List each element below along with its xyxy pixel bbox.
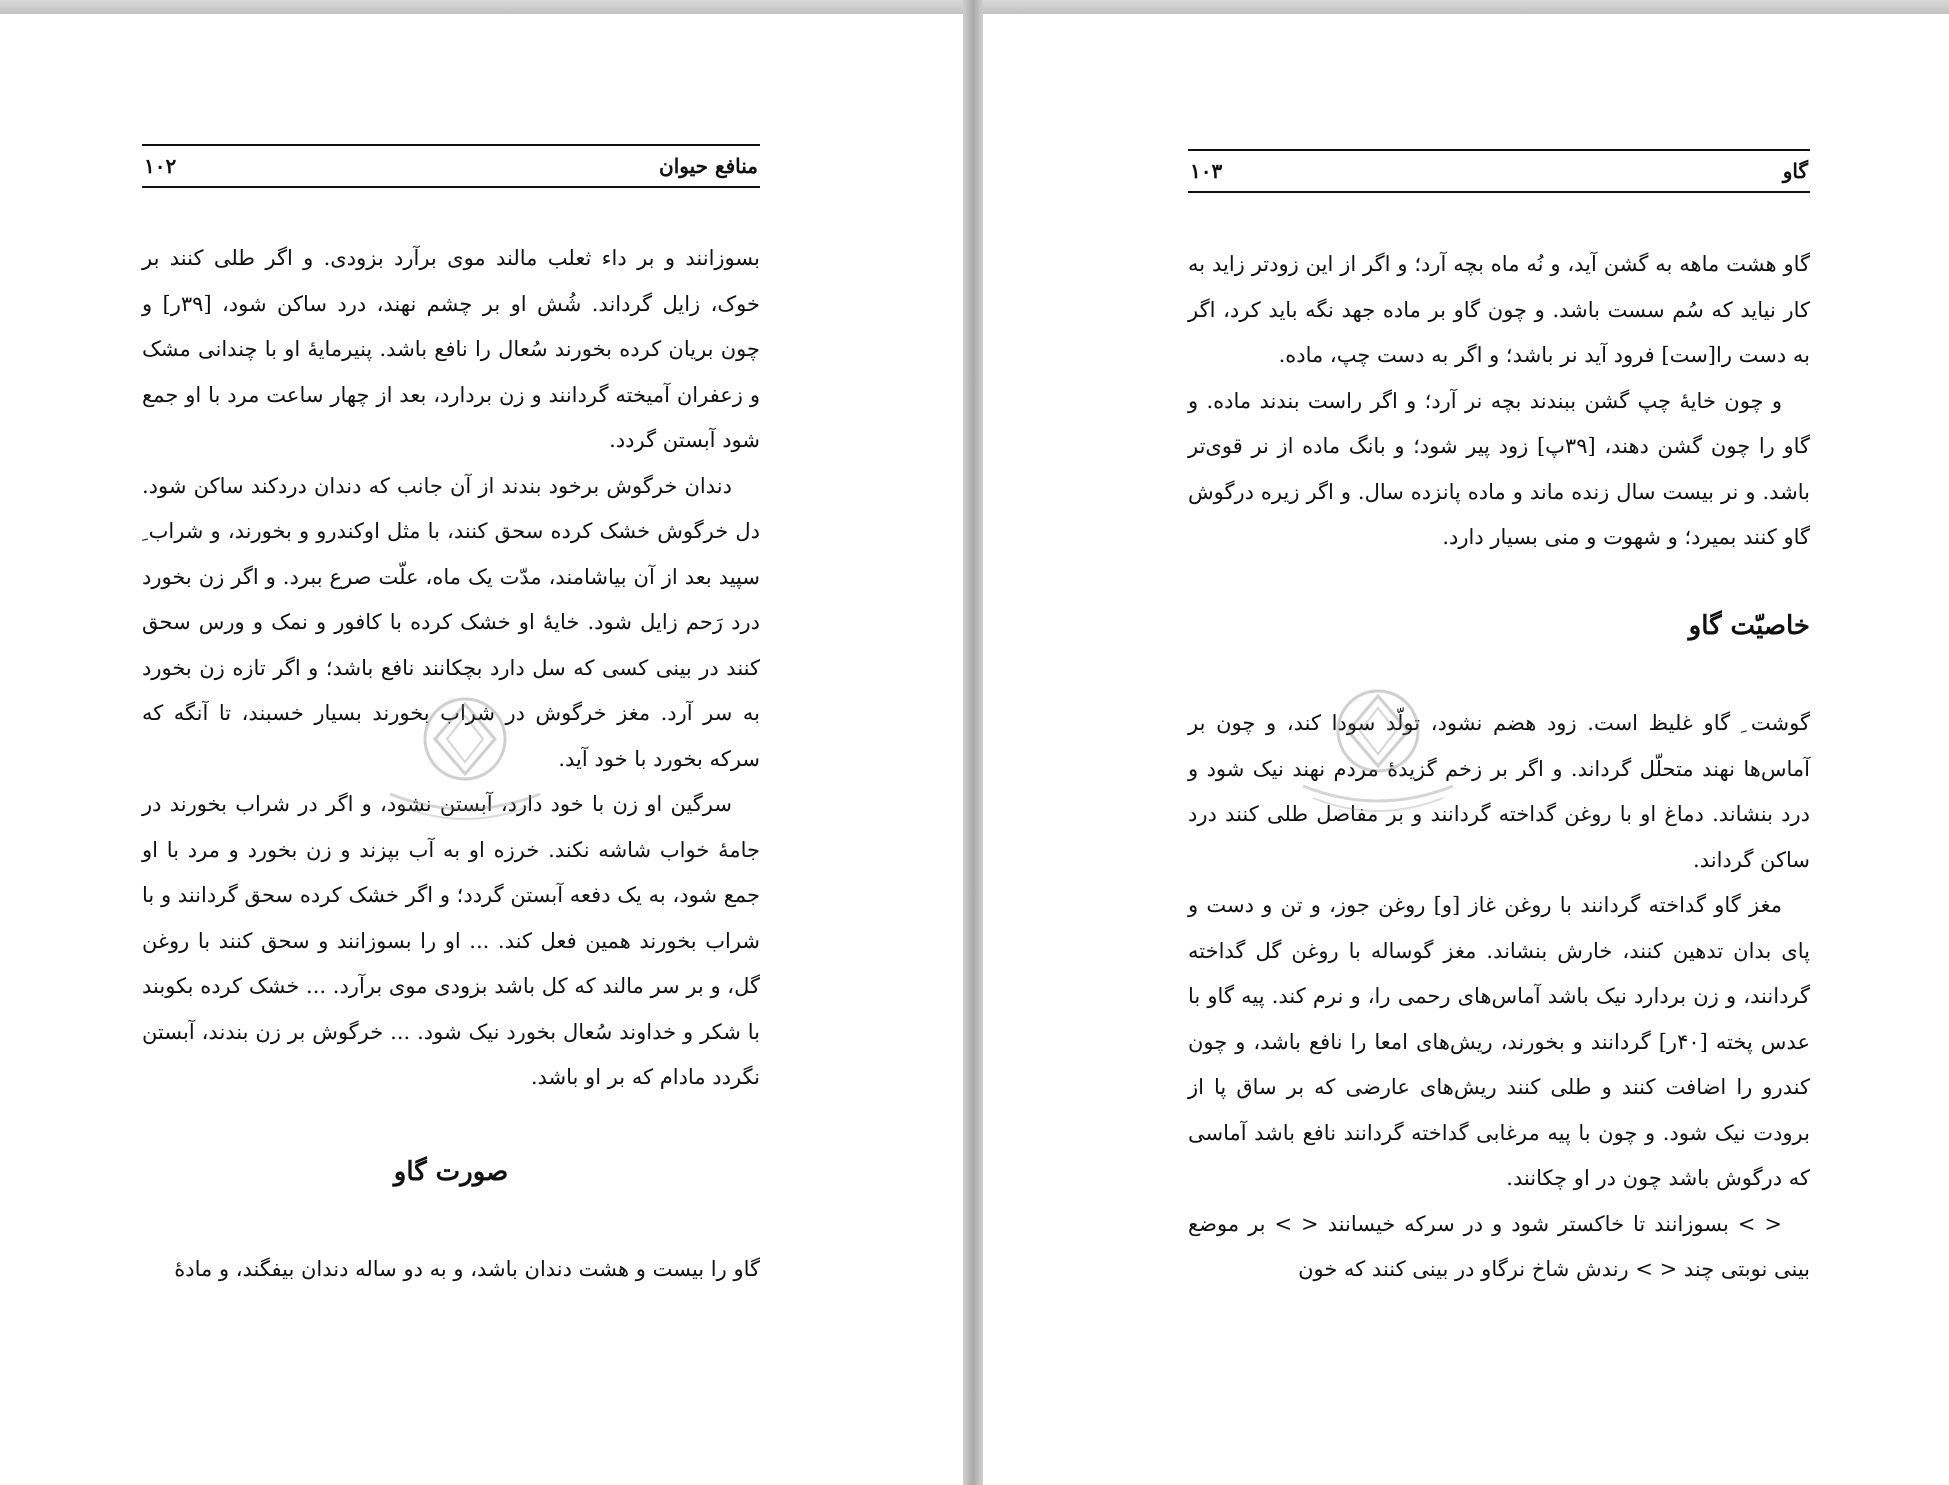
page-header: [142, 144, 760, 188]
paragraph: گاو را بیست و هشت دندان باشد، و به دو ساله دندان بیفگند، و مادهٔ: [174, 1257, 760, 1281]
page-header: [1188, 149, 1810, 193]
library-seal-watermark-icon: [1293, 676, 1463, 816]
paragraph: سرگین او زن با خود دارد، آبستن نشود، و اگر در شراب بخورند در جامهٔ خواب شاشه نکند. خرزه او به آب بپزند و زن بخورد و مرد با او جمع شود، به یک دفعه آبستن گردد؛ و اگر خشک کرده سحق گردانند و با شراب بخورند همین فعل کند. ... او را بسوزانند و سحق کنند با روغن گل، و بر سر مالند که کل باشد بزودی موی برآرد. ... خشک کرده بکوبند با شکر و خداوند سُعال بخورد نیک شود. ... خرگوش بر زن بندند، آبستن نگردد مادام که بر او باشد.: [142, 792, 760, 1089]
section-body-text: [142, 1247, 760, 1293]
page-102: [0, 14, 963, 1485]
book-spine-gutter: [963, 0, 983, 1485]
body-text: [1188, 242, 1810, 561]
body-text: [142, 236, 760, 1101]
paragraph: مغز گاو گداخته گردانند با روغن غاز [و] روغن جوز، و تن و دست و پای بدان تدهین کنند، خارش بنشاند. مغز گوساله با روغن گل گداخته گردانند، و زن بردارد نیک باشد آماس‌های رحمی را، و نرم کند. پیه گاو با عدس پخته [۴۰ر] گردانند و بخورند، ریش‌های امعا را نافع باشد، و چون کندرو را اضافت کنند و طلی کنند ریش‌های عارضی که بر ساق پا از برودت نیک شود. و چون با پیه مرغابی گداخته گردانند نافع باشد آماسی که درگوش باشد چون در او چکانند.: [1188, 893, 1810, 1190]
page-number: ۱۰۳: [1190, 159, 1223, 183]
section-title: صورت گاو: [393, 1157, 509, 1187]
paragraph: < > بسوزانند تا خاکستر شود و در سرکه خیسانند < > بر موضع بینی نوبتی چند < > رندش شاخ نرگاو در بینی کنند که خون: [1188, 1211, 1810, 1281]
running-title: منافع حیوان: [659, 154, 758, 178]
section-title: خاصیّت گاو: [1688, 611, 1810, 641]
paragraph: بسوزانند و بر داء ثعلب مالند موی برآرد بزودی. و اگر طلی کنند بر خوک، زایل گرداند. شُش او بر چشم نهند، درد ساکن شود، [۳۹ر] و چون بریان کرده بخورند سُعال را نافع باشد. پنیرمایهٔ او با چندانی مشک و زعفران آمیخته گردانند و زن بردارد، بعد از چهار ساعت مرد با او جمع شود آبستن گردد.: [142, 246, 760, 452]
paragraph: گاو هشت ماهه به گشن آید، و نُه ماه بچه آرد؛ و اگر از این زودتر زاید به کار نیاید که سُم سست باشد. و چون گاو بر ماده جهد نگه باید کرد، اگر به دست را[ست] فرود آید نر باشد؛ و اگر به دست چپ، ماده.: [1188, 252, 1810, 367]
library-seal-watermark-icon: [380, 684, 550, 824]
paragraph: دندان خرگوش برخود بندند از آن جانب که دندان دردکند ساکن شود. دل خرگوش خشک کرده سحق کنند، با مثل اوکندرو و بخورند، و شراب ِ سپید بعد از آن بیاشامند، مدّت یک ماه، علّت صرع ببرد. و اگر زن بخورد درد رَحم زایل شود. خایهٔ او خشک کرده با کافور و نمک و ورس سحق کنند در بینی کسی که سل دارد بچکانند نافع باشد؛ و اگر تازه زن بخورد به سر آرد. مغز خرگوش در شراب بخورند بسیار خسبند، تا آنگه که سرکه بخورد با خود آید.: [142, 473, 761, 771]
paragraph: و چون خایهٔ چپ گشن ببندند بچه نر آرد؛ و اگر راست بندند ماده. و گاو را چون گشن دهند، [۳۹پ] زود پیر شود؛ و بانگ ماده از نر قوی‌تر باشد. و نر بیست سال زنده ماند و ماده پانزده سال. و اگر زیره درگوش گاو کنند بمیرد؛ و شهوت و منی بسیار دارد.: [1188, 388, 1810, 549]
running-title: گاو: [1782, 159, 1808, 183]
page-103: [983, 14, 1949, 1485]
page-number: ۱۰۲: [144, 154, 177, 178]
section-body-text: [1188, 701, 1810, 1293]
paragraph: گوشت ِ گاو غلیظ است. زود هضم نشود، تولّد سودا کند، و چون بر آماس‌ها نهند متحلّل گرداند. و اگر بر زخم گزیدهٔ مردم نهند نیک شود و درد بنشاند. دماغ او با روغن گداخته گردانند و بر مفاصل طلی کنند درد ساکن گرداند.: [1188, 711, 1810, 872]
